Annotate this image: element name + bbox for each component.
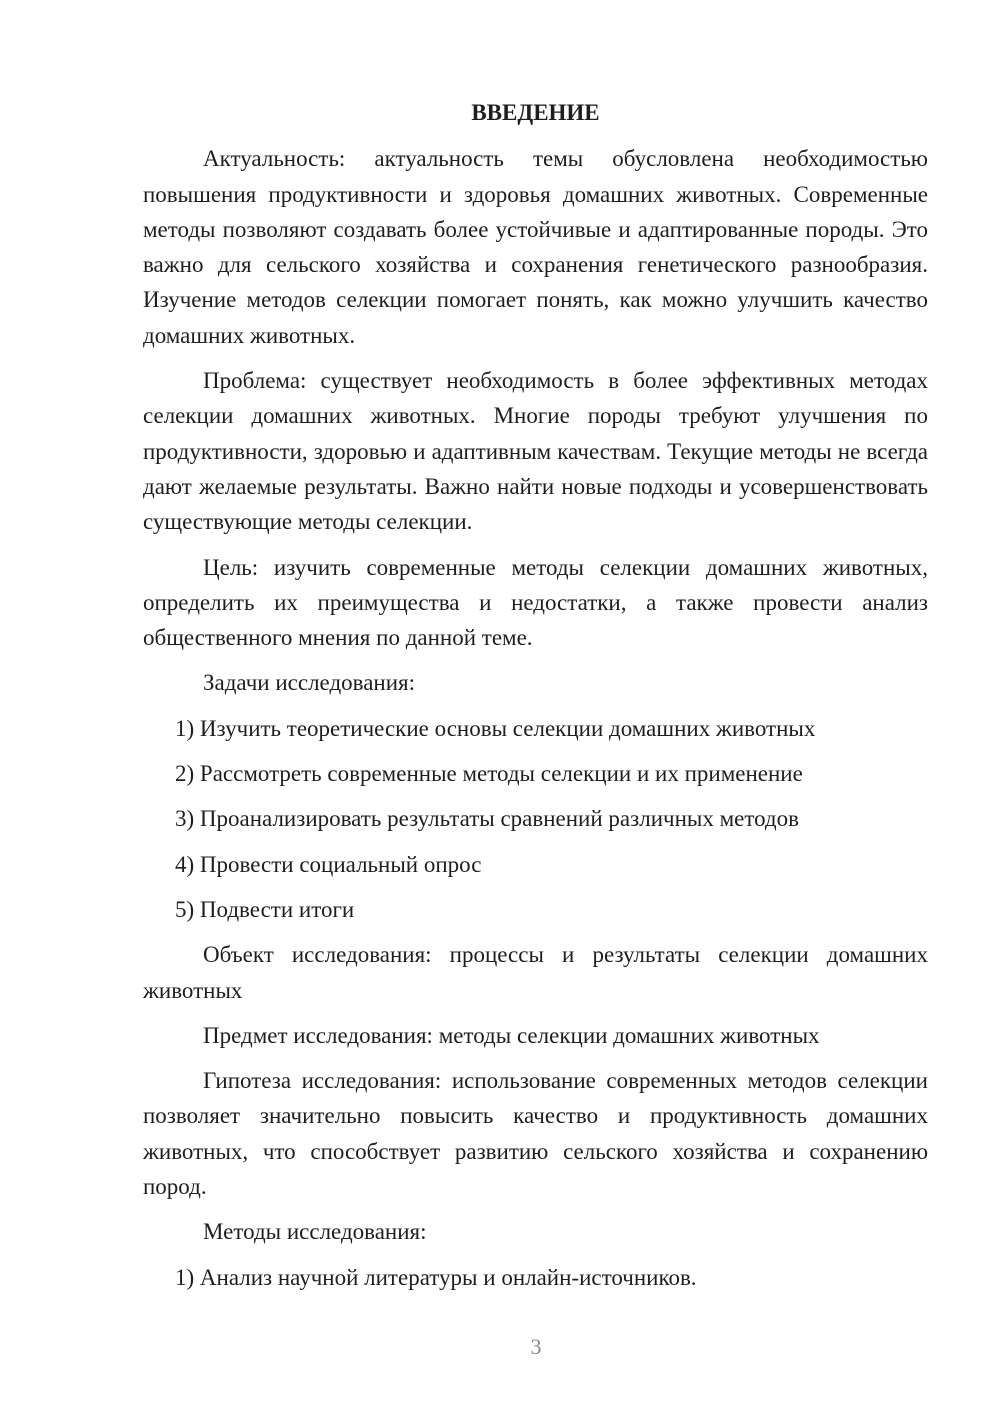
page-title: ВВЕДЕНИЕ	[471, 100, 600, 125]
page-content	[143, 95, 928, 1305]
subject-paragraph: Предмет исследования: методы селекции домашних животных	[203, 1022, 820, 1048]
tasks-heading: Задачи исследования:	[203, 670, 416, 696]
task-item-2: 2) Рассмотреть современные методы селекции и их применение	[175, 761, 803, 787]
relevance-paragraph: Актуальность: актуальность темы обусловлена необходимостью повышения продуктивности и здоровья домашних животных. Современные методы позволяют создавать более устойчивые и адаптированные породы. Это важно для сельского хозяйства и сохранения генетического разнообразия. Изучение методов селекции помогает понять, как можно улучшить качество домашних животных.	[143, 146, 928, 348]
task-item-3: 3) Проанализировать результаты сравнений различных методов	[175, 806, 799, 832]
page-number: 3	[530, 1334, 542, 1359]
hypothesis-paragraph: Гипотеза исследования: использование современных методов селекции позволяет значительно повысить качество и продуктивность домашних животных, что способствует развитию сельского хозяйства и сохранению пород.	[143, 1068, 928, 1200]
method-item-1: 1) Анализ научной литературы и онлайн-источников.	[175, 1264, 697, 1290]
methods-heading: Методы исследования:	[203, 1219, 427, 1245]
object-paragraph: Объект исследования: процессы и результаты селекции домашних животных	[143, 942, 928, 1003]
problem-paragraph: Проблема: существует необходимость в более эффективных методах селекции домашних животных. Многие породы требуют улучшения по продуктивности, здоровью и адаптивным качествам. Текущие методы не всегда дают желаемые результаты. Важно найти новые подходы и усовершенствовать существующие методы селекции.	[143, 368, 928, 535]
task-item-1: 1) Изучить теоретические основы селекции домашних животных	[175, 715, 816, 741]
task-item-4: 4) Провести социальный опрос	[175, 851, 482, 877]
goal-paragraph: Цель: изучить современные методы селекции домашних животных, определить их преимущества и недостатки, а также провести анализ общественного мнения по данной теме.	[143, 554, 928, 651]
task-item-5: 5) Подвести итоги	[175, 896, 355, 922]
